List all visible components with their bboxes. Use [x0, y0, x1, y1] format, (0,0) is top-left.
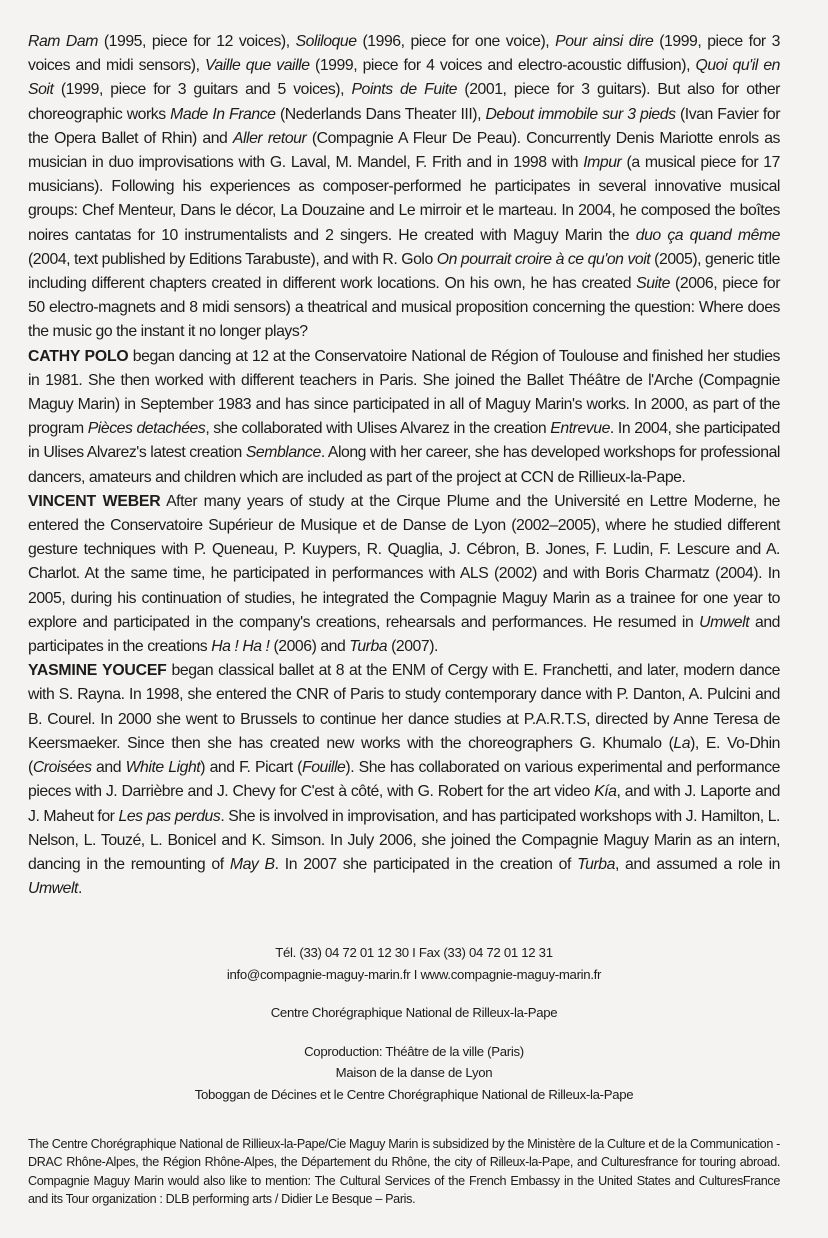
work-title: Vaille que vaille: [205, 57, 310, 75]
work-title: La: [673, 734, 691, 752]
bio-name: YASMINE YOUCEF: [28, 662, 167, 680]
bio-text: and participates in the creations: [28, 613, 780, 656]
work-title: Soliloque: [295, 33, 357, 50]
bio-text: , and assumed a role in: [614, 855, 780, 873]
bio-text: ) and F. Picart (: [200, 759, 302, 777]
coproduction-line: Toboggan de Décines et le Centre Chorégraphique National de Rilleux-la-Pape: [194, 1086, 634, 1102]
work-title: May B: [229, 855, 275, 873]
bio-paragraph: [28, 30, 780, 345]
coproduction-line: Coproduction: Théâtre de la ville (Paris): [304, 1043, 524, 1059]
bio-text: . In 2004, she participated in Ulises Alvarez's latest creation: [28, 420, 780, 462]
work-title: Entrevue: [550, 420, 610, 438]
funding-footnote: The Centre Chorégraphique National de Rillieux-la-Pape/Cie Maguy Marin is subsidized by the Ministère de la Culture et de la Communication - DRAC Rhône-Alpes, the Région Rhône-Alpes, the Département du Rhône, the city of Rilleux-la-Pape, and Culturesfrance for touring abroad. Compagnie Maguy Marin would also like to mention: The Cultural Services of the French Embassy in the United States and CulturesFrance and its Tour organization : DLB performing arts / Didier Le Besque – Paris.: [28, 1137, 780, 1207]
bio-text: and: [91, 759, 126, 777]
bio-paragraph: [28, 659, 780, 901]
coproduction-line: Maison de la danse de Lyon: [335, 1065, 493, 1080]
bio-paragraph: [28, 490, 780, 659]
bio-text: (2004, text published by Editions Tarabuste), and with R. Golo: [28, 250, 437, 268]
work-title: Ram Dam: [28, 33, 98, 50]
work-title: White Light: [125, 759, 201, 777]
bio-text: ), E. Vo-Dhin (: [28, 734, 781, 777]
work-title: Points de Fuite: [351, 81, 457, 99]
bio-text: (Compagnie A Fleur De Peau). Concurrently Denis Mariotte enrols as musician in duo improvisations with G. Laval, M. Mandel, F. Frith and in 1998 with: [28, 129, 780, 172]
bio-text: (a musical piece for 17 musicians). Following his experiences as composer-performed he participates in several innovative musical groups: Chef Menteur, Dans le décor, La Douzaine and Le mirroir et le marteau. In 2004, he composed the boîtes noires cantatas for 10 instrumentalists and 2 singers. He created with Maguy Marin the: [28, 154, 780, 244]
bio-text: .: [77, 880, 82, 898]
phone-fax-line: Tél. (33) 04 72 01 12 30 I Fax (33) 04 72 01 12 31: [275, 945, 553, 960]
work-title: Pièces detachées: [87, 420, 206, 438]
work-title: Croisées: [32, 759, 92, 777]
biographies: [28, 30, 780, 901]
work-title: Semblance: [245, 444, 321, 462]
contact-block: [0, 942, 828, 1105]
bio-text: , she collaborated with Ulises Alvarez in the creation: [205, 420, 551, 438]
work-title: Turba: [577, 855, 615, 873]
work-title: Aller retour: [232, 129, 307, 147]
work-title: Quoi qu'il en Soit: [28, 57, 780, 99]
bio-text: (2007).: [387, 638, 438, 656]
work-title: Kía: [594, 783, 617, 801]
work-title: Les pas perdus: [118, 807, 221, 825]
work-title: duo ça quand même: [635, 226, 780, 244]
bio-text: ). She has collaborated on various experimental and performance pieces with J. Darrièbre and J. Chevy for C'est à côté, with G. Robert for the art video: [28, 759, 781, 801]
bio-text: (Ivan Favier for the Opera Ballet of Rhin) and: [28, 105, 780, 147]
bio-text: (1996, piece for one voice),: [356, 33, 556, 50]
work-title: Umwelt: [699, 613, 750, 631]
work-title: Ha ! Ha !: [211, 638, 270, 656]
bio-text: After many years of study at the Cirque Plume and the Université en Lettre Moderne, he entered the Conservatoire Supérieur de Musique et de Danse de Lyon (2002–2005), where he studied different gesture techniques with P. Queneau, P. Kuypers, R. Quaglia, J. Cébron, B. Jones, F. Ludin, F. Lescure and A. Charlot. At the same time, he participated in performances with ALS (2002) and with Boris Charmatz (2004). In 2005, during his continuation of studies, he integrated the Compagnie Maguy Marin as a trainee for one year to explore and participated in the company's creations, rehearsals and performances. He resumed in: [28, 492, 780, 631]
work-title: Suite: [636, 275, 670, 293]
bio-text: . Along with her career, she has developed workshops for professional dancers, amateurs and children which are included as part of the project at CCN de Rillieux-la-Pape.: [28, 444, 780, 486]
bio-text: began classical ballet at 8 at the ENM of Cergy with E. Franchetti, and later, modern dance with S. Rayna. In 1998, she entered the CNR of Paris to study contemporary dance with P. Danton, A. Pulcini and B. Courel. In 2000 she went to Brussels to continue her dance studies at P.A.R.T.S, directed by Anne Teresa de Keersmaeker. Since then she has created new works with the choreographers G. Khumalo (: [28, 662, 780, 752]
work-title: Turba: [349, 638, 388, 656]
work-title: Made In France: [170, 105, 276, 123]
work-title: Umwelt: [28, 880, 78, 898]
bio-text: began dancing at 12 at the Conservatoire National de Région of Toulouse and finished her studies in 1981. She then worked with different teachers in Paris. She joined the Ballet Théâtre de l'Arche (Compagnie Maguy Marin) in September 1983 and has since participated in all of Maguy Marin's works. In 2000, as part of the program: [28, 347, 780, 438]
bio-text: (Nederlands Dans Theater III),: [275, 105, 486, 123]
bio-text: (1999, piece for 3 voices and midi sensors),: [28, 33, 780, 75]
work-title: Fouille: [302, 759, 346, 777]
work-title: Pour ainsi dire: [555, 33, 654, 50]
bio-name: VINCENT WEBER: [28, 492, 161, 510]
spacer: [0, 1024, 828, 1041]
work-title: On pourrait croire à ce qu'on voit: [436, 250, 651, 268]
centre-name: Centre Chorégraphique National de Rilleux-la-Pape: [270, 1005, 558, 1020]
bio-text: (2005), generic title including different chapters created in different work locations. On his own, he has created: [28, 250, 780, 293]
spacer: [0, 985, 828, 1002]
bio-text: (1995, piece for 12 voices),: [97, 33, 296, 50]
bio-text: , and with J. Laporte and J. Maheut for: [28, 783, 780, 825]
work-title: Debout immobile sur 3 pieds: [485, 105, 676, 123]
bio-text: (2006, piece for 50 electro-magnets and 8 midi sensors) a theatrical and musical proposition concerning the question: Where does the music go the instant it no longer plays?: [28, 275, 781, 341]
bio-text: . In 2007 she participated in the creation of: [274, 855, 578, 873]
email-web-line: info@compagnie-maguy-marin.fr I www.compagnie-maguy-marin.fr: [226, 966, 602, 982]
bio-text: . She is involved in improvisation, and has participated workshops with J. Hamilton, L. Nelson, L. Touzé, L. Bonicel and K. Simson. In July 2006, she joined the Compagnie Maguy Marin as an intern, dancing in the remounting of: [28, 807, 780, 873]
bio-text: (1999, piece for 3 guitars and 5 voices),: [53, 81, 352, 99]
bio-text: (2006) and: [269, 638, 350, 656]
work-title: Impur: [583, 154, 622, 172]
bio-text: (2001, piece for 3 guitars). But also for other choreographic works: [28, 81, 780, 123]
bio-text: (1999, piece for 4 voices and electro-acoustic diffusion),: [309, 57, 696, 75]
bio-paragraph: [28, 345, 780, 490]
bio-name: CATHY POLO: [28, 347, 129, 365]
